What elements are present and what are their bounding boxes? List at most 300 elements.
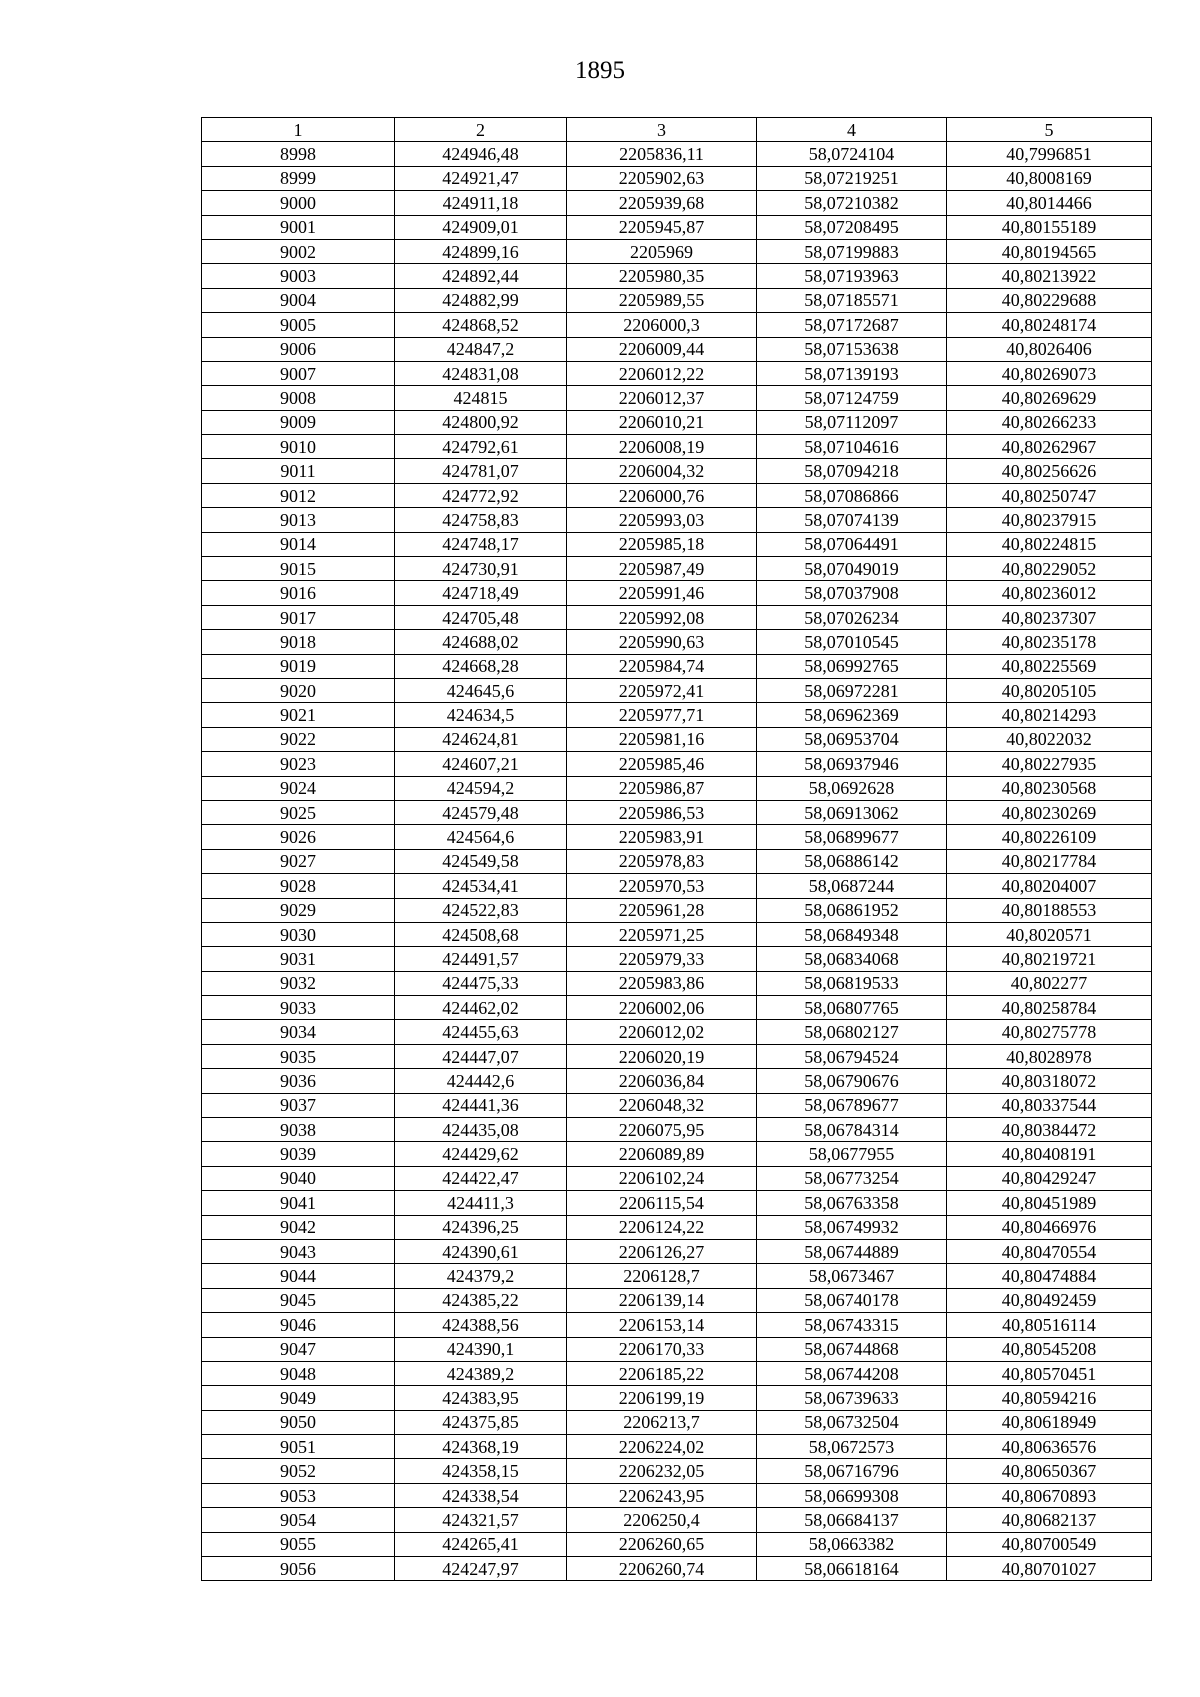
table-cell-col-4: 58,06899677 — [757, 825, 947, 849]
table-row — [202, 1093, 1152, 1117]
table-cell-col-4: 58,07124759 — [757, 386, 947, 410]
table-cell-col-4: 58,06744208 — [757, 1361, 947, 1385]
table-cell-col-4: 58,06861952 — [757, 898, 947, 922]
table-cell-col-4: 58,06849348 — [757, 922, 947, 946]
table-cell-col-4: 58,0692628 — [757, 776, 947, 800]
table-cell-col-3: 2206185,22 — [567, 1361, 757, 1385]
table-cell-col-5: 40,80408191 — [947, 1142, 1152, 1166]
table-cell-col-4: 58,0677955 — [757, 1142, 947, 1166]
table-row — [202, 1435, 1152, 1459]
table-row — [202, 1044, 1152, 1068]
table-row — [202, 752, 1152, 776]
table-cell-col-2: 424247,97 — [395, 1557, 567, 1581]
table-row — [202, 1508, 1152, 1532]
table-row — [202, 508, 1152, 532]
table-cell-col-2: 424781,07 — [395, 459, 567, 483]
table-cell-col-4: 58,06790676 — [757, 1069, 947, 1093]
table-cell-col-1: 9031 — [202, 947, 395, 971]
table-cell-col-2: 424442,6 — [395, 1069, 567, 1093]
table-cell-col-3: 2206002,06 — [567, 996, 757, 1020]
table-cell-col-5: 40,80217784 — [947, 849, 1152, 873]
table-row — [202, 1239, 1152, 1263]
table-row — [202, 1215, 1152, 1239]
table-cell-col-4: 58,07074139 — [757, 508, 947, 532]
table-cell-col-3: 2206128,7 — [567, 1264, 757, 1288]
table-cell-col-1: 9019 — [202, 654, 395, 678]
table-cell-col-5: 40,80236012 — [947, 581, 1152, 605]
table-cell-col-1: 9025 — [202, 800, 395, 824]
table-row — [202, 1557, 1152, 1581]
table-row — [202, 386, 1152, 410]
table-cell-col-2: 424899,16 — [395, 239, 567, 263]
table-cell-col-5: 40,80225569 — [947, 654, 1152, 678]
table-row — [202, 947, 1152, 971]
table-cell-col-2: 424668,28 — [395, 654, 567, 678]
table-cell-col-2: 424792,61 — [395, 435, 567, 459]
table-cell-col-1: 9047 — [202, 1337, 395, 1361]
table-cell-col-1: 9033 — [202, 996, 395, 1020]
table-cell-col-4: 58,06807765 — [757, 996, 947, 1020]
table-cell-col-1: 9029 — [202, 898, 395, 922]
table-cell-col-1: 9050 — [202, 1410, 395, 1434]
table-cell-col-5: 40,80256626 — [947, 459, 1152, 483]
table-cell-col-5: 40,8028978 — [947, 1044, 1152, 1068]
table-cell-col-1: 9012 — [202, 483, 395, 507]
column-header-1: 1 — [202, 118, 395, 142]
table-cell-col-4: 58,0663382 — [757, 1532, 947, 1556]
table-cell-col-3: 2205978,83 — [567, 849, 757, 873]
table-cell-col-4: 58,06784314 — [757, 1118, 947, 1142]
table-cell-col-4: 58,06937946 — [757, 752, 947, 776]
table-cell-col-5: 40,80700549 — [947, 1532, 1152, 1556]
table-header — [202, 118, 1152, 142]
table-cell-col-5: 40,8008169 — [947, 166, 1152, 190]
table-cell-col-3: 2206170,33 — [567, 1337, 757, 1361]
table-cell-col-4: 58,06699308 — [757, 1483, 947, 1507]
table-cell-col-1: 9052 — [202, 1459, 395, 1483]
column-header-2: 2 — [395, 118, 567, 142]
table-cell-col-1: 9022 — [202, 727, 395, 751]
table-cell-col-5: 40,80250747 — [947, 483, 1152, 507]
table-cell-col-3: 2206012,02 — [567, 1020, 757, 1044]
table-cell-col-2: 424321,57 — [395, 1508, 567, 1532]
table-cell-col-3: 2206000,76 — [567, 483, 757, 507]
table-cell-col-3: 2206126,27 — [567, 1239, 757, 1263]
table-cell-col-4: 58,06684137 — [757, 1508, 947, 1532]
table-row — [202, 142, 1152, 166]
page-number: 1895 — [575, 57, 625, 84]
table-cell-col-1: 9016 — [202, 581, 395, 605]
column-header-5: 5 — [947, 118, 1152, 142]
table-cell-col-4: 58,07112097 — [757, 410, 947, 434]
table-cell-col-4: 58,07049019 — [757, 557, 947, 581]
table-cell-col-5: 40,80545208 — [947, 1337, 1152, 1361]
table-row — [202, 776, 1152, 800]
table-cell-col-4: 58,07219251 — [757, 166, 947, 190]
table-cell-col-2: 424921,47 — [395, 166, 567, 190]
table-cell-col-4: 58,06763358 — [757, 1191, 947, 1215]
table-cell-col-2: 424831,08 — [395, 361, 567, 385]
table-cell-col-1: 9036 — [202, 1069, 395, 1093]
table-cell-col-4: 58,06739633 — [757, 1386, 947, 1410]
table-cell-col-3: 2206115,54 — [567, 1191, 757, 1215]
table-row — [202, 1483, 1152, 1507]
table-cell-col-5: 40,80227935 — [947, 752, 1152, 776]
table-cell-col-5: 40,80204007 — [947, 874, 1152, 898]
table-cell-col-4: 58,07086866 — [757, 483, 947, 507]
table-cell-col-1: 9053 — [202, 1483, 395, 1507]
table-cell-col-2: 424508,68 — [395, 922, 567, 946]
table-cell-col-3: 2205972,41 — [567, 678, 757, 702]
table-cell-col-3: 2205970,53 — [567, 874, 757, 898]
table-cell-col-1: 9014 — [202, 532, 395, 556]
table-cell-col-2: 424441,36 — [395, 1093, 567, 1117]
table-cell-col-4: 58,07210382 — [757, 191, 947, 215]
table-row — [202, 727, 1152, 751]
table-cell-col-2: 424705,48 — [395, 605, 567, 629]
table-cell-col-3: 2206232,05 — [567, 1459, 757, 1483]
table-cell-col-2: 424534,41 — [395, 874, 567, 898]
table-cell-col-2: 424772,92 — [395, 483, 567, 507]
table-cell-col-1: 9007 — [202, 361, 395, 385]
table-cell-col-5: 40,80194565 — [947, 239, 1152, 263]
table-cell-col-1: 9049 — [202, 1386, 395, 1410]
table-cell-col-5: 40,80230269 — [947, 800, 1152, 824]
table-cell-col-5: 40,80682137 — [947, 1508, 1152, 1532]
header-row — [202, 118, 1152, 142]
coordinates-table — [201, 117, 1152, 1581]
table-cell-col-4: 58,06749932 — [757, 1215, 947, 1239]
table-cell-col-3: 2206102,24 — [567, 1166, 757, 1190]
table-cell-col-4: 58,06744868 — [757, 1337, 947, 1361]
table-row — [202, 703, 1152, 727]
table-row — [202, 898, 1152, 922]
table-cell-col-3: 2205836,11 — [567, 142, 757, 166]
table-cell-col-5: 40,80451989 — [947, 1191, 1152, 1215]
table-cell-col-3: 2206199,19 — [567, 1386, 757, 1410]
table-cell-col-5: 40,80594216 — [947, 1386, 1152, 1410]
table-cell-col-2: 424390,1 — [395, 1337, 567, 1361]
table-cell-col-2: 424549,58 — [395, 849, 567, 873]
table-row — [202, 849, 1152, 873]
table-cell-col-4: 58,06802127 — [757, 1020, 947, 1044]
table-row — [202, 1361, 1152, 1385]
table-cell-col-4: 58,07185571 — [757, 288, 947, 312]
table-cell-col-3: 2206153,14 — [567, 1313, 757, 1337]
table-cell-col-5: 40,80701027 — [947, 1557, 1152, 1581]
table-row — [202, 435, 1152, 459]
table-cell-col-5: 40,80429247 — [947, 1166, 1152, 1190]
table-cell-col-3: 2205987,49 — [567, 557, 757, 581]
table-cell-col-2: 424892,44 — [395, 264, 567, 288]
table-cell-col-3: 2206139,14 — [567, 1288, 757, 1312]
column-header-4: 4 — [757, 118, 947, 142]
table-cell-col-2: 424909,01 — [395, 215, 567, 239]
table-cell-col-5: 40,8022032 — [947, 727, 1152, 751]
table-cell-col-3: 2206260,65 — [567, 1532, 757, 1556]
table-cell-col-2: 424800,92 — [395, 410, 567, 434]
table-cell-col-2: 424447,07 — [395, 1044, 567, 1068]
table-cell-col-1: 9008 — [202, 386, 395, 410]
table-cell-col-5: 40,80235178 — [947, 630, 1152, 654]
table-cell-col-2: 424718,49 — [395, 581, 567, 605]
table-cell-col-3: 2205939,68 — [567, 191, 757, 215]
table-cell-col-2: 424748,17 — [395, 532, 567, 556]
table-cell-col-4: 58,07153638 — [757, 337, 947, 361]
table-cell-col-4: 58,07064491 — [757, 532, 947, 556]
table-cell-col-5: 40,80214293 — [947, 703, 1152, 727]
table-cell-col-4: 58,06953704 — [757, 727, 947, 751]
table-row — [202, 825, 1152, 849]
table-cell-col-1: 9021 — [202, 703, 395, 727]
table-cell-col-5: 40,802277 — [947, 971, 1152, 995]
table-cell-col-3: 2205984,74 — [567, 654, 757, 678]
table-cell-col-4: 58,07199883 — [757, 239, 947, 263]
table-cell-col-3: 2205979,33 — [567, 947, 757, 971]
table-cell-col-5: 40,80269073 — [947, 361, 1152, 385]
table-cell-col-1: 9032 — [202, 971, 395, 995]
table-cell-col-3: 2206000,3 — [567, 313, 757, 337]
table-row — [202, 581, 1152, 605]
table-cell-col-1: 9038 — [202, 1118, 395, 1142]
table-cell-col-2: 424375,85 — [395, 1410, 567, 1434]
table-cell-col-3: 2205983,91 — [567, 825, 757, 849]
table-cell-col-5: 40,80470554 — [947, 1239, 1152, 1263]
table-cell-col-1: 9048 — [202, 1361, 395, 1385]
table-cell-col-1: 9003 — [202, 264, 395, 288]
table-cell-col-2: 424475,33 — [395, 971, 567, 995]
table-cell-col-4: 58,06732504 — [757, 1410, 947, 1434]
table-row — [202, 1410, 1152, 1434]
table-cell-col-3: 2205983,86 — [567, 971, 757, 995]
table-cell-col-3: 2206089,89 — [567, 1142, 757, 1166]
table-cell-col-4: 58,06992765 — [757, 654, 947, 678]
table-cell-col-1: 9006 — [202, 337, 395, 361]
table-cell-col-3: 2206008,19 — [567, 435, 757, 459]
table-cell-col-2: 424435,08 — [395, 1118, 567, 1142]
table-cell-col-1: 9018 — [202, 630, 395, 654]
table-cell-col-1: 9001 — [202, 215, 395, 239]
table-cell-col-2: 424368,19 — [395, 1435, 567, 1459]
table-cell-col-5: 40,80205105 — [947, 678, 1152, 702]
table-cell-col-2: 424607,21 — [395, 752, 567, 776]
table-cell-col-1: 9015 — [202, 557, 395, 581]
table-cell-col-1: 9028 — [202, 874, 395, 898]
table-body — [202, 142, 1152, 1581]
table-row — [202, 1386, 1152, 1410]
table-cell-col-2: 424383,95 — [395, 1386, 567, 1410]
table-cell-col-5: 40,80188553 — [947, 898, 1152, 922]
table-cell-col-5: 40,80337544 — [947, 1093, 1152, 1117]
table-cell-col-5: 40,80226109 — [947, 825, 1152, 849]
table-row — [202, 1191, 1152, 1215]
table-cell-col-4: 58,06972281 — [757, 678, 947, 702]
table-cell-col-5: 40,8014466 — [947, 191, 1152, 215]
table-row — [202, 1020, 1152, 1044]
table-row — [202, 971, 1152, 995]
table-cell-col-3: 2206243,95 — [567, 1483, 757, 1507]
table-row — [202, 996, 1152, 1020]
table-cell-col-5: 40,80570451 — [947, 1361, 1152, 1385]
table-cell-col-4: 58,07026234 — [757, 605, 947, 629]
table-cell-col-1: 9034 — [202, 1020, 395, 1044]
table-cell-col-2: 424688,02 — [395, 630, 567, 654]
table-cell-col-4: 58,06740178 — [757, 1288, 947, 1312]
table-cell-col-5: 40,80266233 — [947, 410, 1152, 434]
table-cell-col-4: 58,07139193 — [757, 361, 947, 385]
table-cell-col-2: 424396,25 — [395, 1215, 567, 1239]
table-cell-col-1: 9035 — [202, 1044, 395, 1068]
table-row — [202, 557, 1152, 581]
table-cell-col-3: 2206012,22 — [567, 361, 757, 385]
table-cell-col-3: 2206048,32 — [567, 1093, 757, 1117]
table-cell-col-1: 9043 — [202, 1239, 395, 1263]
table-cell-col-1: 9023 — [202, 752, 395, 776]
table-row — [202, 922, 1152, 946]
table-cell-col-1: 9042 — [202, 1215, 395, 1239]
table-cell-col-1: 9004 — [202, 288, 395, 312]
table-cell-col-4: 58,0673467 — [757, 1264, 947, 1288]
table-cell-col-4: 58,06819533 — [757, 971, 947, 995]
table-cell-col-5: 40,80213922 — [947, 264, 1152, 288]
table-cell-col-4: 58,06773254 — [757, 1166, 947, 1190]
table-cell-col-2: 424338,54 — [395, 1483, 567, 1507]
table-cell-col-5: 40,80384472 — [947, 1118, 1152, 1142]
table-cell-col-4: 58,07172687 — [757, 313, 947, 337]
table-row — [202, 605, 1152, 629]
table-cell-col-4: 58,0687244 — [757, 874, 947, 898]
table-cell-col-4: 58,0724104 — [757, 142, 947, 166]
table-row — [202, 191, 1152, 215]
table-cell-col-2: 424358,15 — [395, 1459, 567, 1483]
table-cell-col-1: 9024 — [202, 776, 395, 800]
table-cell-col-5: 40,80219721 — [947, 947, 1152, 971]
table-cell-col-3: 2206004,32 — [567, 459, 757, 483]
table-cell-col-3: 2205980,35 — [567, 264, 757, 288]
table-cell-col-5: 40,80650367 — [947, 1459, 1152, 1483]
table-cell-col-4: 58,07010545 — [757, 630, 947, 654]
table-row — [202, 288, 1152, 312]
table-cell-col-1: 9039 — [202, 1142, 395, 1166]
table-row — [202, 239, 1152, 263]
table-cell-col-5: 40,80224815 — [947, 532, 1152, 556]
table-cell-col-1: 9027 — [202, 849, 395, 873]
table-cell-col-2: 424388,56 — [395, 1313, 567, 1337]
table-row — [202, 1166, 1152, 1190]
table-cell-col-4: 58,06618164 — [757, 1557, 947, 1581]
table-cell-col-2: 424594,2 — [395, 776, 567, 800]
table-cell-col-3: 2206010,21 — [567, 410, 757, 434]
table-cell-col-5: 40,80269629 — [947, 386, 1152, 410]
table-cell-col-5: 40,80318072 — [947, 1069, 1152, 1093]
table-row — [202, 459, 1152, 483]
table-cell-col-2: 424265,41 — [395, 1532, 567, 1556]
table-cell-col-1: 9030 — [202, 922, 395, 946]
table-cell-col-5: 40,80237915 — [947, 508, 1152, 532]
table-cell-col-1: 9054 — [202, 1508, 395, 1532]
table-row — [202, 874, 1152, 898]
table-row — [202, 410, 1152, 434]
table-cell-col-1: 9002 — [202, 239, 395, 263]
table-cell-col-2: 424522,83 — [395, 898, 567, 922]
table-cell-col-1: 9013 — [202, 508, 395, 532]
table-cell-col-2: 424758,83 — [395, 508, 567, 532]
table-cell-col-5: 40,8026406 — [947, 337, 1152, 361]
table-cell-col-3: 2205989,55 — [567, 288, 757, 312]
table-cell-col-2: 424390,61 — [395, 1239, 567, 1263]
table-cell-col-5: 40,80275778 — [947, 1020, 1152, 1044]
table-cell-col-4: 58,06789677 — [757, 1093, 947, 1117]
table-cell-col-3: 2205977,71 — [567, 703, 757, 727]
table-cell-col-2: 424946,48 — [395, 142, 567, 166]
table-cell-col-5: 40,80229052 — [947, 557, 1152, 581]
table-cell-col-1: 9000 — [202, 191, 395, 215]
table-cell-col-5: 40,80670893 — [947, 1483, 1152, 1507]
table-cell-col-1: 9011 — [202, 459, 395, 483]
table-cell-col-4: 58,06744889 — [757, 1239, 947, 1263]
table-cell-col-3: 2206020,19 — [567, 1044, 757, 1068]
table-cell-col-5: 40,80155189 — [947, 215, 1152, 239]
table-cell-col-2: 424491,57 — [395, 947, 567, 971]
table-row — [202, 1337, 1152, 1361]
table-row — [202, 1459, 1152, 1483]
table-cell-col-2: 424911,18 — [395, 191, 567, 215]
table-cell-col-4: 58,06962369 — [757, 703, 947, 727]
table-cell-col-3: 2206012,37 — [567, 386, 757, 410]
table-cell-col-1: 9055 — [202, 1532, 395, 1556]
table-cell-col-5: 40,80516114 — [947, 1313, 1152, 1337]
table-cell-col-4: 58,06794524 — [757, 1044, 947, 1068]
table-row — [202, 1532, 1152, 1556]
table-cell-col-3: 2205945,87 — [567, 215, 757, 239]
table-row — [202, 532, 1152, 556]
table-cell-col-5: 40,80258784 — [947, 996, 1152, 1020]
table-cell-col-3: 2205969 — [567, 239, 757, 263]
table-cell-col-5: 40,80248174 — [947, 313, 1152, 337]
table-row — [202, 1118, 1152, 1142]
table-cell-col-3: 2205985,46 — [567, 752, 757, 776]
table-cell-col-2: 424429,62 — [395, 1142, 567, 1166]
table-cell-col-1: 9056 — [202, 1557, 395, 1581]
table-cell-col-3: 2205986,53 — [567, 800, 757, 824]
table-cell-col-2: 424579,48 — [395, 800, 567, 824]
table-cell-col-2: 424634,5 — [395, 703, 567, 727]
table-cell-col-1: 9041 — [202, 1191, 395, 1215]
table-cell-col-1: 9051 — [202, 1435, 395, 1459]
table-cell-col-2: 424379,2 — [395, 1264, 567, 1288]
table-cell-col-2: 424411,3 — [395, 1191, 567, 1215]
table-cell-col-3: 2205961,28 — [567, 898, 757, 922]
table-cell-col-4: 58,0672573 — [757, 1435, 947, 1459]
table-cell-col-1: 9044 — [202, 1264, 395, 1288]
table-cell-col-5: 40,7996851 — [947, 142, 1152, 166]
table-cell-col-3: 2206260,74 — [567, 1557, 757, 1581]
table-cell-col-1: 9037 — [202, 1093, 395, 1117]
table-cell-col-4: 58,06886142 — [757, 849, 947, 873]
table-cell-col-4: 58,07094218 — [757, 459, 947, 483]
table-cell-col-2: 424624,81 — [395, 727, 567, 751]
table-row — [202, 630, 1152, 654]
table-cell-col-2: 424389,2 — [395, 1361, 567, 1385]
table-cell-col-2: 424564,6 — [395, 825, 567, 849]
table-cell-col-2: 424385,22 — [395, 1288, 567, 1312]
table-row — [202, 483, 1152, 507]
table-cell-col-1: 9045 — [202, 1288, 395, 1312]
table-cell-col-1: 9040 — [202, 1166, 395, 1190]
table-cell-col-1: 9020 — [202, 678, 395, 702]
table-row — [202, 264, 1152, 288]
table-row — [202, 337, 1152, 361]
